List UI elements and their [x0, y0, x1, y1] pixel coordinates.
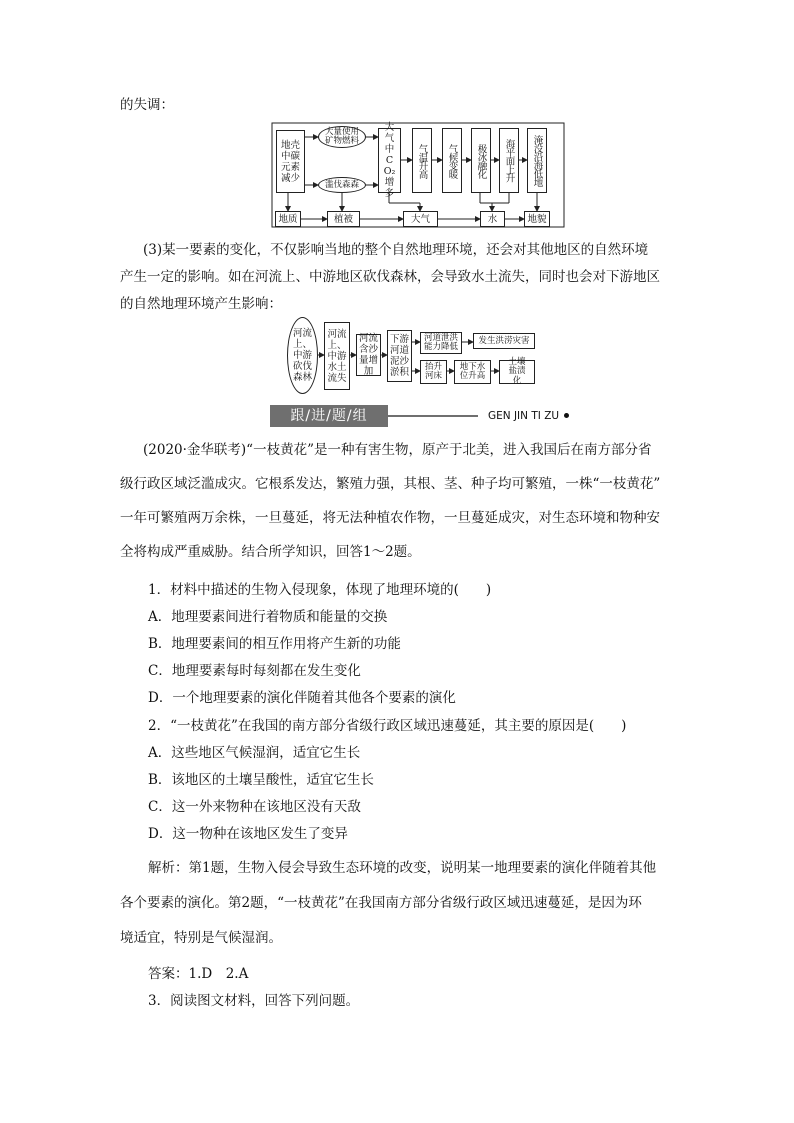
- section-banner: 跟/进/题/组: [270, 405, 388, 427]
- riverbed-raise-box: [420, 360, 447, 384]
- downstream-silting-box: [387, 330, 412, 382]
- q2-option-c: C．这一外来物种在该地区没有天敌: [148, 799, 361, 815]
- flood-disaster-box: [473, 333, 535, 349]
- q1-option-b: B．地理要素间的相互作用将产生新的功能: [148, 636, 401, 652]
- earth-carbon-label: 地壳中碳元素减少: [280, 139, 300, 184]
- downstream-silting-label: 下游河道泥沙淤积: [389, 334, 409, 378]
- banner-pinyin: GEN JIN TI ZU: [488, 410, 560, 422]
- soil-erosion-box: [324, 322, 350, 390]
- co2-label: 大气中CO₂增多: [383, 122, 396, 199]
- deforestation-upstream-oval: [287, 317, 318, 394]
- q1-option-d: D．一个地理要素的演化伴随着其他各个要素的演化: [148, 690, 456, 706]
- analysis-line-1: 解析：第1题，生物入侵会导致生态环境的改变，说明某一地理要素的演化伴随着其他: [148, 860, 657, 876]
- soil-erosion-label: 河流上、中游水土流失: [327, 328, 347, 384]
- banner-divider: [388, 415, 478, 417]
- flood-disaster-label: 发生洪涝灾害: [478, 335, 530, 346]
- answer-line: 答案：1.D 2.A: [148, 966, 249, 982]
- geology-label: 地质: [278, 213, 298, 225]
- deforestation-upstream-label: 河流上、中游砍伐森林: [292, 328, 312, 383]
- sediment-increase-label: 河流含沙量增加: [358, 333, 378, 377]
- sea-level-label: 海平面上升: [503, 139, 515, 182]
- water-label: 水: [487, 213, 498, 225]
- q2-stem: 2．“一枝黄花”在我国的南方部分省级行政区域迅速蔓延，其主要的原因是( ): [148, 718, 627, 734]
- q1-option-c: C．地理要素每时每刻都在发生变化: [148, 663, 361, 679]
- vegetation-label: 植被: [333, 213, 353, 225]
- passage-line-4: 全将构成严重威胁。结合所学知识，回答1～2题。: [120, 544, 421, 560]
- q3-stem: 3．阅读图文材料，回答下列问题。: [148, 993, 360, 1009]
- coastal-flood-label: 淹没沿海低地: [531, 135, 543, 186]
- salinization-label: 土壤盐渍化: [508, 356, 526, 386]
- climate-warming-label: 气候变暖: [446, 143, 458, 178]
- intro-line: 的失调：: [120, 97, 174, 113]
- q1-stem: 1．材料中描述的生物入侵现象，体现了地理环境的( ): [148, 582, 492, 598]
- passage-line-1: (2020·金华联考)“一枝黄花”是一种有害生物，原产于北美，进入我国后在南方部分省: [143, 442, 652, 458]
- banner-bullet-icon: [564, 413, 569, 418]
- ice-melt-label: 极冰融化: [475, 143, 487, 178]
- para3-line-1: (3)某一要素的变化，不仅影响当地的整个自然地理环境，还会对其他地区的自然环境: [143, 242, 649, 258]
- salinization-box: [499, 356, 535, 386]
- fossil-fuel-label: 大量使用矿物燃料: [324, 126, 359, 146]
- para3-line-3: 的自然地理环境产生影响：: [120, 296, 282, 312]
- q2-option-a: A．这些地区气候湿润，适宜它生长: [148, 745, 361, 761]
- groundwater-rise-label: 地下水位升高: [459, 361, 486, 381]
- flood-discharge-label: 河道泄洪能力降低: [423, 332, 458, 352]
- atmosphere-label: 大气: [410, 213, 430, 225]
- landform-label: 地貌: [527, 213, 547, 225]
- flood-discharge-box: [420, 332, 462, 354]
- analysis-line-2: 各个要素的演化。第2题，“一枝黄花”在我国南方部分省级行政区域迅速蔓延，是因为环: [120, 895, 642, 911]
- para3-line-2: 产生一定的影响。如在河流上、中游地区砍伐森林，会导致水土流失，同时也会对下游地区: [120, 269, 660, 285]
- temp-rise-label: 气温升高: [416, 143, 428, 178]
- passage-line-3: 一年可繁殖两万余株，一旦蔓延，将无法种植农作物，一旦蔓延成灾，对生态环境和物种安: [120, 510, 660, 526]
- q1-option-a: A．地理要素间进行着物质和能量的交换: [148, 609, 388, 625]
- passage-line-2: 级行政区域泛滥成灾。它根系发达，繁殖力强，其根、茎、种子均可繁殖，一株“一枝黄花”: [120, 476, 661, 492]
- groundwater-rise-box: [454, 360, 491, 384]
- q2-option-b: B．该地区的土壤呈酸性，适宜它生长: [148, 772, 374, 788]
- riverbed-raise-label: 抬升河床: [424, 361, 442, 381]
- analysis-line-3: 境适宜，特别是气候湿润。: [120, 930, 282, 946]
- sediment-increase-box: [356, 334, 381, 376]
- deforestation-label: 滥伐森森: [324, 179, 359, 190]
- q2-option-d: D．这一物种在该地区发生了变异: [148, 826, 348, 842]
